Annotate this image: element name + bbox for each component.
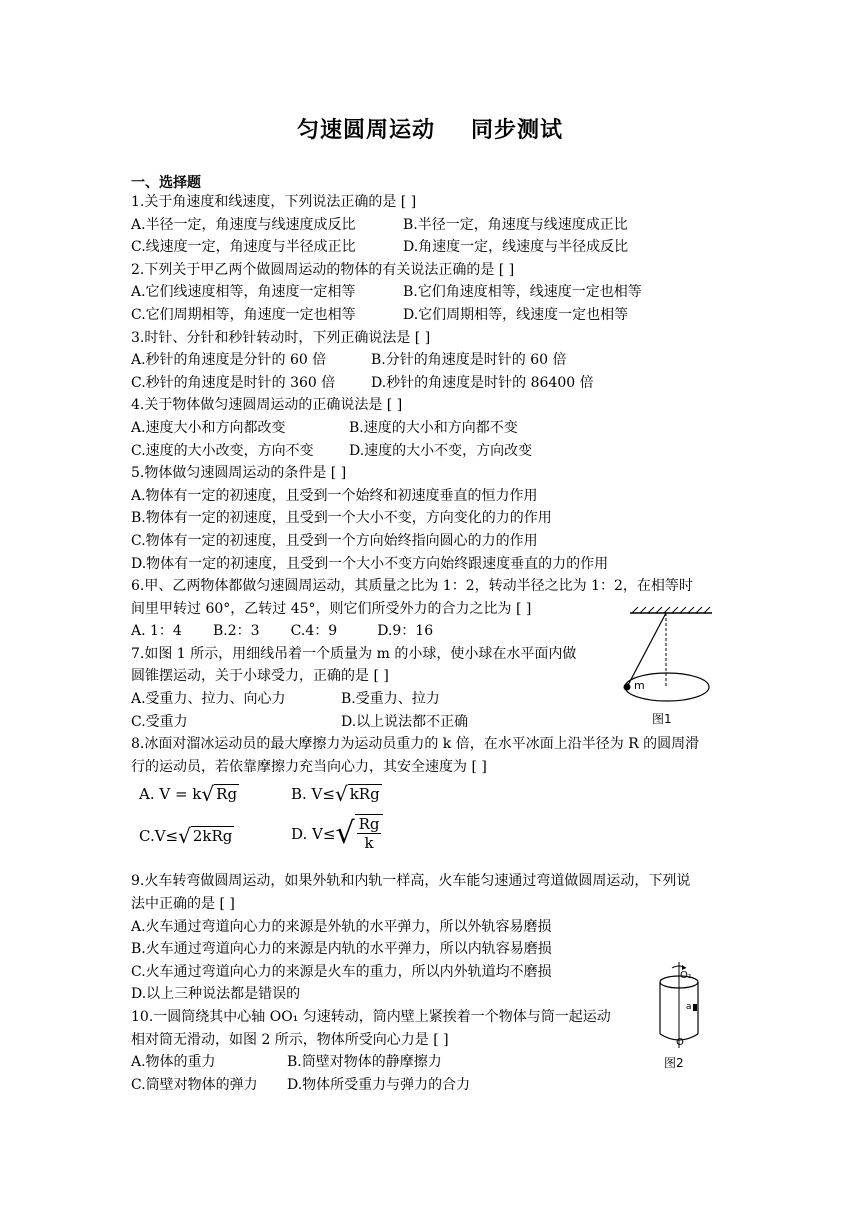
q3-stem: 3.时针、分针和秒针转动时，下列正确说法是 [ ]: [131, 329, 431, 346]
q10-option-d: D.物体所受重力与弹力的合力: [287, 1076, 471, 1093]
q5-stem: 5.物体做匀速圆周运动的条件是 [ ]: [131, 465, 347, 482]
q9-stem-line2: 法中正确的是 [ ]: [131, 896, 235, 913]
q2-stem: 2.下列关于甲乙两个做圆周运动的物体的有关说法正确的是 [ ]: [131, 261, 515, 278]
sqrt-symbol: √ Rg: [201, 782, 238, 807]
q1-stem: 1.关于角速度和线速度，下列说法正确的是 [ ]: [131, 194, 417, 210]
q1-option-b: B.半径一定，角速度与线速度成正比: [403, 216, 628, 233]
q5-option-d: D.物体有一定的初速度，且受到一个大小不变方向始终跟速度垂直的力的作用: [131, 555, 609, 572]
q3-option-a: A.秒针的角速度是分针的 60 倍: [131, 352, 327, 369]
fig2-top-axis-label: O₁: [680, 970, 692, 981]
q8-formula-c-lhs: C.V≤: [139, 827, 179, 846]
q8-formula-c-radicand: 2kRg: [192, 827, 233, 846]
q10-options-cd: [131, 1074, 741, 1097]
q4-option-c: C.速度的大小改变，方向不变: [131, 442, 314, 459]
q5-option-b: B.物体有一定的初速度，且受到一个大小不变，方向变化的力的作用: [131, 510, 552, 527]
q10-option-b: B.筒壁对物体的静摩擦力: [287, 1054, 442, 1071]
q7-option-d: D.以上说法都不正确: [341, 713, 469, 730]
q8-formula-a-lhs: A. V = k: [139, 785, 202, 804]
q4-option-d: D.速度的大小不变，方向改变: [349, 442, 533, 459]
figure-1-conical-pendulum: [612, 607, 722, 727]
sqrt-symbol: √ 2kRg: [178, 824, 233, 849]
q3-options-ab: [131, 349, 741, 372]
q4-option-b: B.速度的大小和方向都不变: [349, 419, 518, 436]
q5-option-a: A.物体有一定的初速度，且受到一个始终和初速度垂直的恒力作用: [131, 487, 538, 504]
q8-formula-a: [139, 782, 239, 807]
q2-options-ab: [131, 281, 741, 304]
q2-options-cd: [131, 304, 741, 327]
q4-options-ab: [131, 417, 741, 440]
q4-options-cd: [131, 440, 741, 463]
q8-formula-d-numerator: Rg: [358, 815, 380, 834]
q1-option-d: D.角速度一定，线速度与半径成反比: [403, 239, 629, 256]
q9-stem-line1: 9.火车转弯做圆周运动，如果外轨和内轨一样高，火车能匀速通过弯道做圆周运动，下列说: [131, 873, 691, 890]
q8-formula-c: [139, 824, 234, 849]
q9-option-a: A.火车通过弯道向心力的来源是外轨的水平弹力，所以外轨容易磨损: [131, 918, 552, 935]
sqrt-symbol: √ $\frac{Rg}{k}$: [335, 814, 383, 854]
q7-option-b: B.受重力、拉力: [341, 691, 440, 708]
fig2-bottom-axis-label: O: [676, 1037, 684, 1048]
q4-option-a: A.速度大小和方向都改变: [131, 419, 286, 436]
q9-option-c: C.火车通过弯道向心力的来源是火车的重力，所以内外轨道均不磨损: [131, 963, 552, 980]
q10-option-c: C.筒壁对物体的弹力: [131, 1076, 258, 1093]
q1-options-cd: [131, 236, 741, 259]
q8-formula-d-fraction: [355, 814, 384, 852]
q1-options-ab: [131, 214, 741, 237]
q10-stem-line2: 相对筒无滑动，如图 2 所示，物体所受向心力是 [ ]: [131, 1031, 449, 1048]
q1-option-c: C.线速度一定，角速度与半径成正比: [131, 239, 356, 256]
q7-option-c: C.受重力: [131, 713, 188, 730]
q4-stem: 4.关于物体做匀速圆周运动的正确说法是 [ ]: [131, 397, 403, 414]
fig1-caption: 图1: [652, 712, 672, 726]
section-heading: 一、选择题: [131, 175, 201, 191]
q6-stem-line2: 间里甲转过 60°，乙转过 45°，则它们所受外力的合力之比为 [ ]: [131, 600, 532, 617]
q2-option-c: C.它们周期相等，角速度一定也相等: [131, 306, 356, 323]
page-title: [0, 113, 860, 144]
q5-option-c: C.物体有一定的初速度，且受到一个方向始终指向圆心的力的作用: [131, 532, 538, 549]
q6-stem-line1: 6.甲、乙两物体都做匀速圆周运动，其质量之比为 1：2，转动半径之比为 1：2，在相等时: [131, 578, 693, 595]
q8-formula-a-radicand: Rg: [216, 785, 238, 804]
q3-option-b: B.分针的角速度是时针的 60 倍: [371, 352, 567, 369]
title-sub: 同步测试: [471, 117, 564, 143]
q9-option-b: B.火车通过弯道向心力的来源是内轨的水平弹力，所以内轨容易磨损: [131, 941, 552, 958]
q10-option-a: A.物体的重力: [131, 1054, 216, 1071]
q8-formula-options: [139, 784, 741, 866]
title-main: 匀速圆周运动: [296, 117, 435, 143]
fig2-object-label: a: [686, 1002, 692, 1012]
fig1-ball-label: m: [634, 679, 645, 692]
q8-formula-d: [291, 814, 383, 854]
q3-options-cd: [131, 372, 741, 395]
conical-pendulum-diagram: [612, 607, 722, 727]
fig2-caption: 图2: [664, 1056, 684, 1070]
q7-stem-line1: 7.如图 1 所示，用细线吊着一个质量为 m 的小球，使小球在水平面内做: [131, 645, 577, 662]
q8-stem-line2: 行的运动员，若依靠摩擦力充当向心力，其安全速度为 [ ]: [131, 758, 487, 775]
q3-option-d: D.秒针的角速度是时针的 86400 倍: [371, 374, 594, 391]
q6-options: A. 1：4 B.2：3 C.4：9 D.9：16: [131, 623, 434, 640]
q10-stem-line1: 10.一圆筒绕其中心轴 OO₁ 匀速转动，筒内壁上紧挨着一个物体与筒一起运动: [131, 1009, 611, 1025]
q8-formula-d-denominator: k: [364, 834, 374, 853]
q9-option-d: D.以上三种说法都是错误的: [131, 986, 301, 1003]
ball-icon: [624, 684, 631, 691]
q2-option-a: A.它们线速度相等，角速度一定相等: [131, 284, 356, 301]
q3-option-c: C.秒针的角速度是时针的 360 倍: [131, 374, 336, 391]
q8-formula-d-lhs: D. V≤: [291, 825, 336, 844]
q2-option-d: D.它们周期相等，线速度一定也相等: [403, 306, 629, 323]
q7-option-a: A.受重力、拉力、向心力: [131, 691, 286, 708]
q8-formula-b-radicand: kRg: [349, 785, 380, 804]
q2-option-b: B.它们角速度相等，线速度一定也相等: [403, 284, 642, 301]
object-icon: [693, 1004, 697, 1011]
q8-stem-line1: 8.冰面对溜冰运动员的最大摩擦力为运动员重力的 k 倍，在水平冰面上沿半径为 R 的圆周滑: [131, 736, 700, 753]
sqrt-symbol: √ kRg: [334, 782, 380, 807]
q7-stem-line2: 圆锥摆运动，关于小球受力，正确的是 [ ]: [131, 668, 389, 685]
q1-option-a: A.半径一定，角速度与线速度成反比: [131, 216, 356, 233]
q8-formula-b-lhs: B. V≤: [291, 785, 335, 804]
q8-formula-b: [291, 782, 382, 807]
figure-2-rotating-cylinder: [650, 962, 706, 1074]
